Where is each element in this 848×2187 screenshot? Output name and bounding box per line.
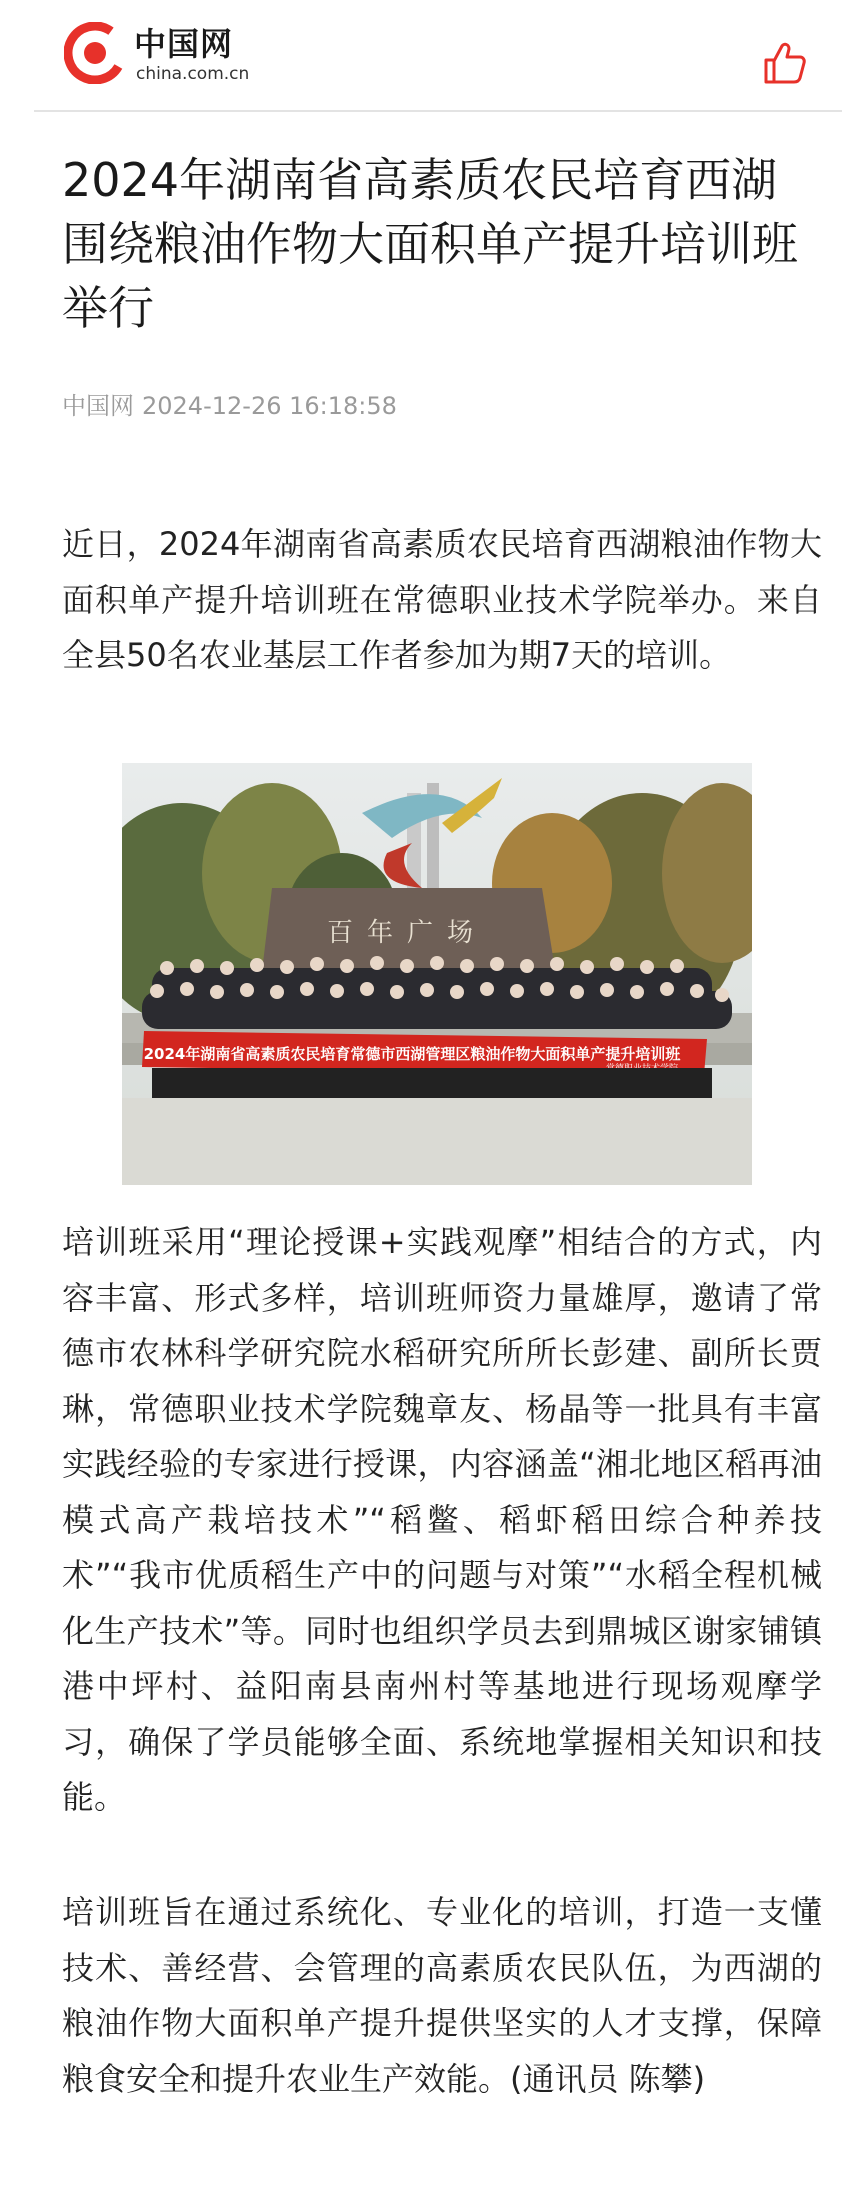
article-title: 2024年湖南省高素质农民培育西湖围绕粮油作物大面积单产提升培训班举行 <box>62 153 798 335</box>
group-photo-illustration <box>122 763 752 1185</box>
article-paragraph: 培训班采用“理论授课+实践观摩”相结合的方式，内容丰富、形式多样，培训班师资力量雄厚，邀请了常德市农林科学研究院水稻研究所所长彭建、副所长贾琳，常德职业技术学院魏章友、杨晶等一批具有丰富实践经验的专家进行授课，内容涵盖“湘北地区稻再油模式高产栽培技术”“稻鳖、稻虾稻田综合种养技术”“我市优质稻生产中的问题与对策”“水稻全程机械化生产技术”等。同时也组织学员去到鼎城区谢家铺镇港中坪村、益阳南县南州村等基地进行现场观摩学习，确保了学员能够全面、系统地掌握相关知识和技能。 <box>62 1223 822 1816</box>
article-datetime: 2024-12-26 16:18:58 <box>142 392 397 420</box>
site-domain: china.com.cn <box>136 64 250 84</box>
stone-inscription: 百年广场 <box>326 918 488 947</box>
article-meta <box>62 390 397 422</box>
site-logo[interactable] <box>64 22 254 90</box>
article-source: 中国网 <box>62 392 134 420</box>
site-name: 中国网 <box>134 25 234 63</box>
group-photo <box>122 763 752 1185</box>
header-divider <box>34 110 842 112</box>
banner-text: 2024年湖南省高素质农民培育常德市西湖管理区粮油作物大面积单产提升培训班 <box>143 1045 681 1063</box>
site-header <box>0 0 848 110</box>
article-paragraph: 培训班旨在通过系统化、专业化的培训，打造一支懂技术、善经营、会管理的高素质农民队伍，为西湖的粮油作物大面积单产提升提供坚实的人才支撑，保障粮食安全和提升农业生产效能。(通讯员 陈攀) <box>62 1893 822 2098</box>
china-com-cn-logo-icon <box>64 22 126 84</box>
article-paragraph: 近日，2024年湖南省高素质农民培育西湖粮油作物大面积单产提升培训班在常德职业技术学院举办。来自全县50名农业基层工作者参加为期7天的培训。 <box>62 525 822 674</box>
thumbs-up-icon[interactable] <box>762 40 808 86</box>
